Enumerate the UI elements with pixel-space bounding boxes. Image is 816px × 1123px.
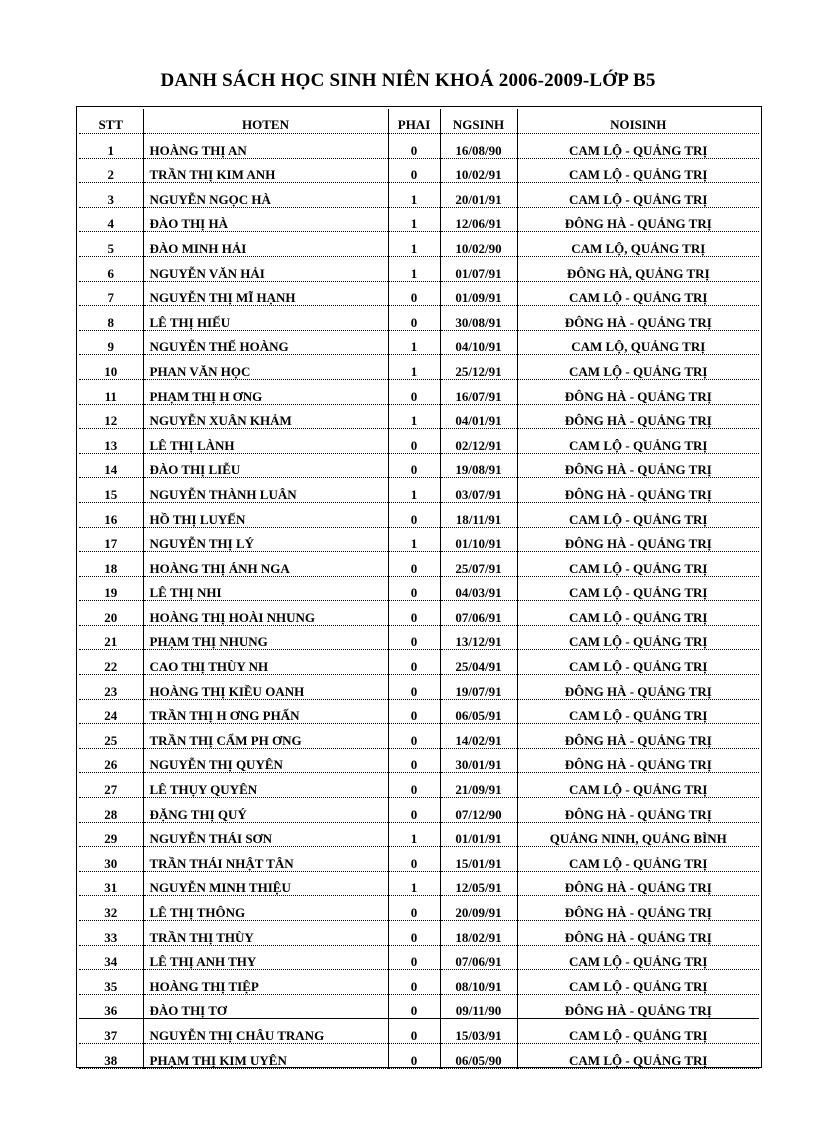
cell-phai: 0 <box>388 625 440 650</box>
table-row <box>79 330 759 355</box>
cell-stt: 9 <box>79 330 143 355</box>
cell-hoten: NGUYỄN XUÂN KHẢM <box>143 404 388 429</box>
header-ngsinh: NGSINH <box>440 109 517 134</box>
cell-phai: 1 <box>388 404 440 429</box>
table-row <box>79 453 759 478</box>
cell-noisinh: ĐÔNG HÀ - QUẢNG TRỊ <box>517 724 759 749</box>
cell-phai: 0 <box>388 896 440 921</box>
table-row <box>79 379 759 404</box>
cell-stt: 4 <box>79 207 143 232</box>
cell-stt: 13 <box>79 429 143 454</box>
cell-hoten: NGUYỄN THỊ CHÂU TRANG <box>143 1019 388 1044</box>
cell-hoten: PHẠM THỊ H ƠNG <box>143 379 388 404</box>
cell-phai: 1 <box>388 183 440 208</box>
cell-hoten: LÊ THỊ THÔNG <box>143 896 388 921</box>
table-row <box>79 896 759 921</box>
cell-ngsinh: 20/09/91 <box>440 896 517 921</box>
table-row <box>79 134 759 159</box>
table-row <box>79 748 759 773</box>
cell-hoten: HOÀNG THỊ KIỀU OANH <box>143 675 388 700</box>
cell-hoten: ĐÀO THỊ LIỄU <box>143 453 388 478</box>
cell-stt: 10 <box>79 355 143 380</box>
cell-ngsinh: 25/07/91 <box>440 552 517 577</box>
cell-noisinh: ĐÔNG HÀ - QUẢNG TRỊ <box>517 306 759 331</box>
cell-stt: 11 <box>79 379 143 404</box>
cell-phai: 1 <box>388 355 440 380</box>
cell-ngsinh: 12/05/91 <box>440 871 517 896</box>
cell-phai: 1 <box>388 232 440 257</box>
cell-hoten: LÊ THỊ HIẾU <box>143 306 388 331</box>
header-stt: STT <box>79 109 143 134</box>
cell-stt: 19 <box>79 576 143 601</box>
cell-phai: 0 <box>388 970 440 995</box>
table-row <box>79 502 759 527</box>
cell-hoten: HOÀNG THỊ TIỆP <box>143 970 388 995</box>
table-header-row <box>79 109 759 134</box>
cell-stt: 7 <box>79 281 143 306</box>
cell-noisinh: CAM LỘ - QUẢNG TRỊ <box>517 429 759 454</box>
cell-phai: 0 <box>388 601 440 626</box>
cell-stt: 5 <box>79 232 143 257</box>
cell-hoten: LÊ THỤY QUYÊN <box>143 773 388 798</box>
cell-hoten: LÊ THỊ NHI <box>143 576 388 601</box>
cell-phai: 0 <box>388 1043 440 1068</box>
cell-stt: 12 <box>79 404 143 429</box>
cell-phai: 0 <box>388 748 440 773</box>
cell-noisinh: CAM LỘ - QUẢNG TRỊ <box>517 625 759 650</box>
cell-noisinh: ĐÔNG HÀ - QUẢNG TRỊ <box>517 207 759 232</box>
cell-noisinh: CAM LỘ - QUẢNG TRỊ <box>517 576 759 601</box>
cell-ngsinh: 07/06/91 <box>440 945 517 970</box>
cell-ngsinh: 18/02/91 <box>440 921 517 946</box>
cell-ngsinh: 06/05/91 <box>440 699 517 724</box>
cell-phai: 1 <box>388 256 440 281</box>
table-row <box>79 576 759 601</box>
cell-stt: 2 <box>79 158 143 183</box>
cell-ngsinh: 04/03/91 <box>440 576 517 601</box>
cell-hoten: CAO THỊ THÙY NH <box>143 650 388 675</box>
cell-ngsinh: 10/02/91 <box>440 158 517 183</box>
table-row <box>79 158 759 183</box>
student-table <box>79 109 759 1069</box>
cell-phai: 1 <box>388 822 440 847</box>
table-body <box>79 134 759 1069</box>
cell-ngsinh: 08/10/91 <box>440 970 517 995</box>
cell-hoten: NGUYỄN THÀNH LUÂN <box>143 478 388 503</box>
cell-ngsinh: 10/02/90 <box>440 232 517 257</box>
cell-hoten: PHẠM THỊ NHUNG <box>143 625 388 650</box>
cell-phai: 0 <box>388 847 440 872</box>
cell-stt: 35 <box>79 970 143 995</box>
cell-phai: 0 <box>388 429 440 454</box>
cell-phai: 0 <box>388 798 440 823</box>
cell-hoten: NGUYỄN THỊ LÝ <box>143 527 388 552</box>
cell-noisinh: ĐÔNG HÀ - QUẢNG TRỊ <box>517 453 759 478</box>
cell-hoten: TRẦN THỊ THÙY <box>143 921 388 946</box>
cell-noisinh: ĐÔNG HÀ - QUẢNG TRỊ <box>517 748 759 773</box>
cell-stt: 33 <box>79 921 143 946</box>
table-row <box>79 1019 759 1044</box>
page-title: DANH SÁCH HỌC SINH NIÊN KHOÁ 2006-2009-LỚP B5 <box>160 70 656 91</box>
cell-hoten: NGUYỄN THẾ HOÀNG <box>143 330 388 355</box>
cell-ngsinh: 25/12/91 <box>440 355 517 380</box>
cell-ngsinh: 16/08/90 <box>440 134 517 159</box>
cell-noisinh: ĐÔNG HÀ - QUẢNG TRỊ <box>517 675 759 700</box>
cell-noisinh: CAM LỘ - QUẢNG TRỊ <box>517 355 759 380</box>
table-row <box>79 281 759 306</box>
cell-hoten: TRẦN THỊ KIM ANH <box>143 158 388 183</box>
cell-noisinh: ĐÔNG HÀ - QUẢNG TRỊ <box>517 921 759 946</box>
header-phai: PHAI <box>388 109 440 134</box>
table-row <box>79 183 759 208</box>
cell-stt: 36 <box>79 994 143 1019</box>
cell-phai: 0 <box>388 724 440 749</box>
header-noisinh: NOISINH <box>517 109 759 134</box>
cell-ngsinh: 06/05/90 <box>440 1043 517 1068</box>
cell-stt: 31 <box>79 871 143 896</box>
cell-noisinh: ĐÔNG HÀ, QUẢNG TRỊ <box>517 256 759 281</box>
cell-hoten: ĐẶNG THỊ QUÝ <box>143 798 388 823</box>
cell-noisinh: ĐÔNG HÀ - QUẢNG TRỊ <box>517 404 759 429</box>
cell-noisinh: CAM LỘ - QUẢNG TRỊ <box>517 502 759 527</box>
cell-phai: 0 <box>388 921 440 946</box>
cell-hoten: LÊ THỊ ANH THY <box>143 945 388 970</box>
cell-ngsinh: 12/06/91 <box>440 207 517 232</box>
cell-ngsinh: 25/04/91 <box>440 650 517 675</box>
cell-phai: 0 <box>388 650 440 675</box>
cell-noisinh: CAM LỘ - QUẢNG TRỊ <box>517 183 759 208</box>
cell-phai: 0 <box>388 158 440 183</box>
cell-hoten: PHAN VĂN HỌC <box>143 355 388 380</box>
cell-stt: 16 <box>79 502 143 527</box>
cell-phai: 0 <box>388 576 440 601</box>
table-row <box>79 994 759 1019</box>
cell-stt: 15 <box>79 478 143 503</box>
cell-stt: 20 <box>79 601 143 626</box>
cell-ngsinh: 19/08/91 <box>440 453 517 478</box>
cell-hoten: HOÀNG THỊ HOÀI NHUNG <box>143 601 388 626</box>
cell-ngsinh: 18/11/91 <box>440 502 517 527</box>
table-row <box>79 527 759 552</box>
cell-stt: 32 <box>79 896 143 921</box>
table-row <box>79 601 759 626</box>
cell-stt: 22 <box>79 650 143 675</box>
cell-hoten: NGUYỄN VĂN HẢI <box>143 256 388 281</box>
cell-noisinh: ĐÔNG HÀ - QUẢNG TRỊ <box>517 994 759 1019</box>
cell-ngsinh: 30/01/91 <box>440 748 517 773</box>
table-row <box>79 798 759 823</box>
cell-noisinh: CAM LỘ - QUẢNG TRỊ <box>517 552 759 577</box>
cell-stt: 1 <box>79 134 143 159</box>
cell-stt: 30 <box>79 847 143 872</box>
cell-phai: 0 <box>388 379 440 404</box>
cell-noisinh: ĐÔNG HÀ - QUẢNG TRỊ <box>517 527 759 552</box>
cell-hoten: HOÀNG THỊ AN <box>143 134 388 159</box>
cell-noisinh: QUẢNG NINH, QUẢNG BÌNH <box>517 822 759 847</box>
table-row <box>79 429 759 454</box>
cell-hoten: NGUYỄN THÁI SƠN <box>143 822 388 847</box>
student-table-container <box>79 109 759 1069</box>
cell-noisinh: CAM LỘ - QUẢNG TRỊ <box>517 945 759 970</box>
cell-ngsinh: 19/07/91 <box>440 675 517 700</box>
cell-ngsinh: 15/03/91 <box>440 1019 517 1044</box>
cell-phai: 1 <box>388 207 440 232</box>
cell-ngsinh: 01/09/91 <box>440 281 517 306</box>
table-row <box>79 1043 759 1068</box>
cell-stt: 17 <box>79 527 143 552</box>
table-row <box>79 773 759 798</box>
table-row <box>79 871 759 896</box>
cell-stt: 34 <box>79 945 143 970</box>
cell-hoten: PHẠM THỊ KIM UYÊN <box>143 1043 388 1068</box>
table-row <box>79 970 759 995</box>
cell-noisinh: CAM LỘ - QUẢNG TRỊ <box>517 134 759 159</box>
cell-phai: 0 <box>388 699 440 724</box>
table-row <box>79 552 759 577</box>
cell-noisinh: CAM LỘ - QUẢNG TRỊ <box>517 1019 759 1044</box>
cell-hoten: ĐÀO MINH HẢI <box>143 232 388 257</box>
cell-phai: 0 <box>388 134 440 159</box>
cell-stt: 18 <box>79 552 143 577</box>
cell-phai: 0 <box>388 502 440 527</box>
cell-stt: 23 <box>79 675 143 700</box>
cell-noisinh: CAM LỘ - QUẢNG TRỊ <box>517 1043 759 1068</box>
cell-noisinh: CAM LỘ - QUẢNG TRỊ <box>517 847 759 872</box>
cell-noisinh: CAM LỘ, QUẢNG TRỊ <box>517 330 759 355</box>
table-row <box>79 478 759 503</box>
table-row <box>79 404 759 429</box>
cell-stt: 8 <box>79 306 143 331</box>
cell-phai: 0 <box>388 945 440 970</box>
cell-phai: 1 <box>388 330 440 355</box>
table-row <box>79 724 759 749</box>
cell-phai: 0 <box>388 552 440 577</box>
cell-ngsinh: 09/11/90 <box>440 994 517 1019</box>
cell-phai: 0 <box>388 306 440 331</box>
table-row <box>79 256 759 281</box>
cell-noisinh: CAM LỘ - QUẢNG TRỊ <box>517 281 759 306</box>
cell-stt: 3 <box>79 183 143 208</box>
cell-stt: 26 <box>79 748 143 773</box>
cell-phai: 0 <box>388 281 440 306</box>
cell-phai: 1 <box>388 871 440 896</box>
table-row <box>79 306 759 331</box>
cell-phai: 0 <box>388 675 440 700</box>
cell-noisinh: ĐÔNG HÀ - QUẢNG TRỊ <box>517 478 759 503</box>
cell-ngsinh: 04/01/91 <box>440 404 517 429</box>
cell-noisinh: CAM LỘ - QUẢNG TRỊ <box>517 773 759 798</box>
table-row <box>79 699 759 724</box>
cell-hoten: TRẦN THÁI NHẬT TÂN <box>143 847 388 872</box>
cell-ngsinh: 01/10/91 <box>440 527 517 552</box>
cell-noisinh: ĐÔNG HÀ - QUẢNG TRỊ <box>517 798 759 823</box>
cell-stt: 38 <box>79 1043 143 1068</box>
cell-ngsinh: 01/07/91 <box>440 256 517 281</box>
cell-phai: 1 <box>388 478 440 503</box>
table-row <box>79 232 759 257</box>
table-row <box>79 625 759 650</box>
cell-noisinh: CAM LỘ - QUẢNG TRỊ <box>517 699 759 724</box>
cell-stt: 14 <box>79 453 143 478</box>
cell-noisinh: ĐÔNG HÀ - QUẢNG TRỊ <box>517 896 759 921</box>
cell-stt: 25 <box>79 724 143 749</box>
cell-noisinh: CAM LỘ - QUẢNG TRỊ <box>517 601 759 626</box>
cell-stt: 27 <box>79 773 143 798</box>
cell-stt: 37 <box>79 1019 143 1044</box>
cell-ngsinh: 20/01/91 <box>440 183 517 208</box>
cell-phai: 0 <box>388 773 440 798</box>
cell-noisinh: CAM LỘ - QUẢNG TRỊ <box>517 650 759 675</box>
table-row <box>79 675 759 700</box>
cell-hoten: NGUYỄN THỊ QUYÊN <box>143 748 388 773</box>
cell-phai: 0 <box>388 1019 440 1044</box>
cell-phai: 1 <box>388 527 440 552</box>
cell-hoten: HỒ THỊ LUYẾN <box>143 502 388 527</box>
cell-hoten: TRẦN THỊ CẨM PH ƠNG <box>143 724 388 749</box>
cell-stt: 24 <box>79 699 143 724</box>
table-row <box>79 207 759 232</box>
cell-ngsinh: 14/02/91 <box>440 724 517 749</box>
cell-ngsinh: 30/08/91 <box>440 306 517 331</box>
table-row <box>79 355 759 380</box>
cell-hoten: NGUYỄN MINH THIỆU <box>143 871 388 896</box>
cell-ngsinh: 04/10/91 <box>440 330 517 355</box>
cell-hoten: TRẦN THỊ H ƠNG PHẤN <box>143 699 388 724</box>
cell-stt: 29 <box>79 822 143 847</box>
cell-ngsinh: 07/12/90 <box>440 798 517 823</box>
table-row <box>79 847 759 872</box>
cell-hoten: ĐÀO THỊ TƠ <box>143 994 388 1019</box>
cell-hoten: NGUYỄN THỊ MĨ HẠNH <box>143 281 388 306</box>
cell-stt: 6 <box>79 256 143 281</box>
cell-hoten: HOÀNG THỊ ÁNH NGA <box>143 552 388 577</box>
table-row <box>79 921 759 946</box>
cell-hoten: LÊ THỊ LÀNH <box>143 429 388 454</box>
cell-ngsinh: 02/12/91 <box>440 429 517 454</box>
cell-noisinh: CAM LỘ, QUẢNG TRỊ <box>517 232 759 257</box>
cell-ngsinh: 21/09/91 <box>440 773 517 798</box>
cell-stt: 21 <box>79 625 143 650</box>
cell-noisinh: CAM LỘ - QUẢNG TRỊ <box>517 158 759 183</box>
cell-hoten: ĐÀO THỊ HÀ <box>143 207 388 232</box>
cell-phai: 0 <box>388 994 440 1019</box>
cell-noisinh: CAM LỘ - QUẢNG TRỊ <box>517 970 759 995</box>
cell-ngsinh: 15/01/91 <box>440 847 517 872</box>
table-row <box>79 822 759 847</box>
cell-phai: 0 <box>388 453 440 478</box>
cell-hoten: NGUYỄN NGỌC HÀ <box>143 183 388 208</box>
cell-stt: 28 <box>79 798 143 823</box>
cell-noisinh: ĐÔNG HÀ - QUẢNG TRỊ <box>517 871 759 896</box>
cell-ngsinh: 16/07/91 <box>440 379 517 404</box>
table-row <box>79 945 759 970</box>
cell-ngsinh: 13/12/91 <box>440 625 517 650</box>
table-row <box>79 650 759 675</box>
cell-ngsinh: 01/01/91 <box>440 822 517 847</box>
cell-noisinh: ĐÔNG HÀ - QUẢNG TRỊ <box>517 379 759 404</box>
cell-ngsinh: 07/06/91 <box>440 601 517 626</box>
header-hoten: HOTEN <box>143 109 388 134</box>
cell-ngsinh: 03/07/91 <box>440 478 517 503</box>
